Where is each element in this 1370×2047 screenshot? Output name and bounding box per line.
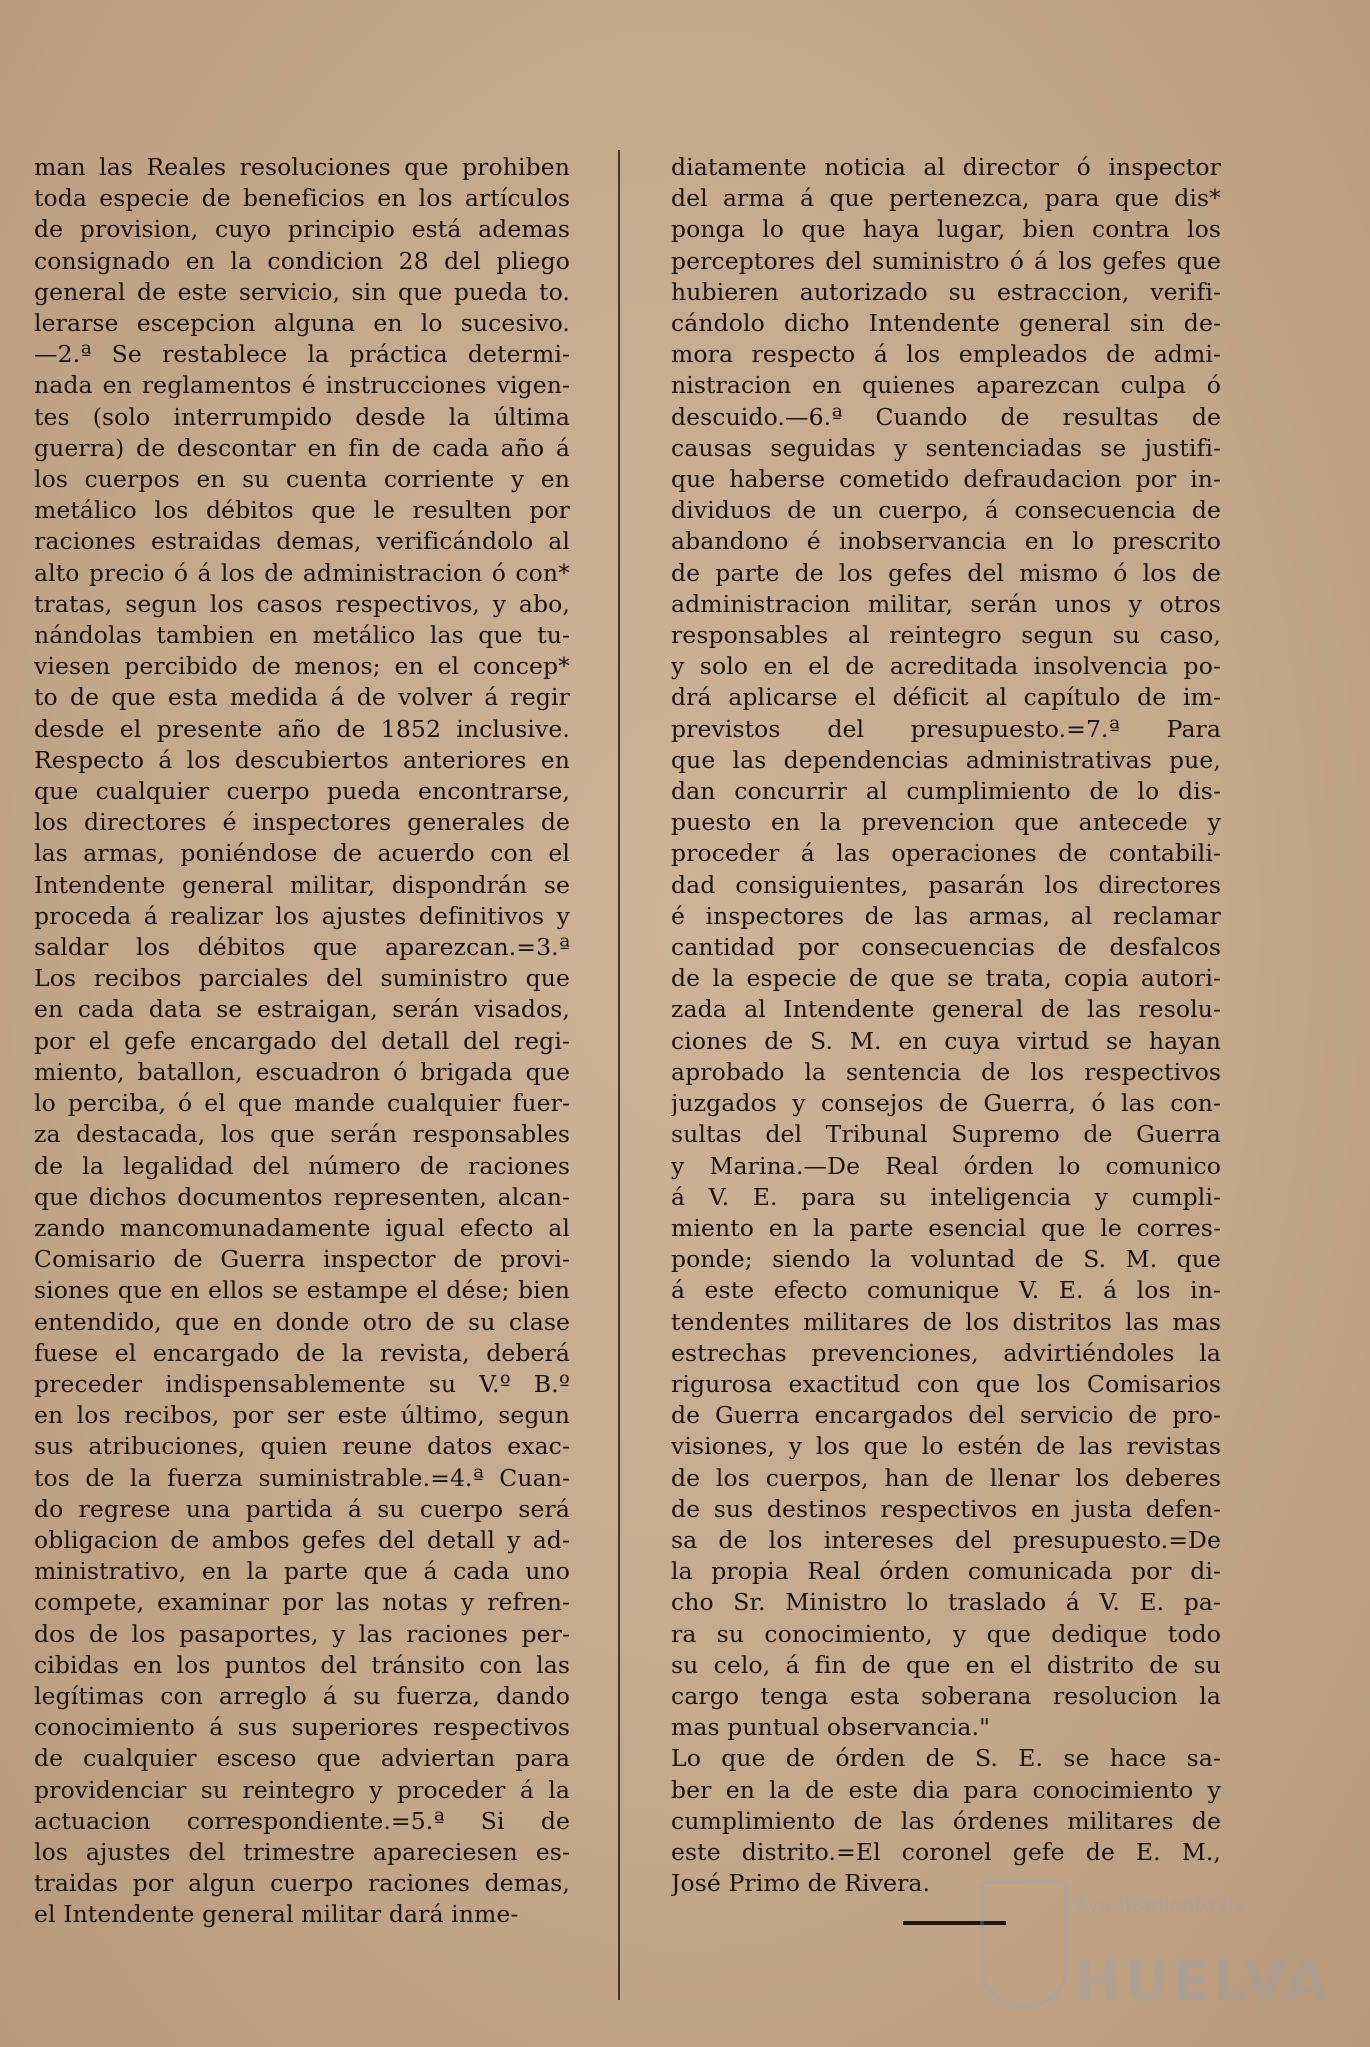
text-line: tendentes militares de los distritos las mas	[671, 1307, 1221, 1336]
text-line: preceder indispensablemente su V.º B.º	[34, 1369, 570, 1398]
text-line: y Marina.—De Real órden lo comunico	[671, 1151, 1221, 1180]
text-line: dad consiguientes, pasarán los directores	[671, 870, 1221, 899]
text-line: aprobado la sentencia de los respectivos	[671, 1057, 1221, 1086]
text-line: de la especie de que se trata, copia autori-	[671, 964, 1221, 993]
text-line: ra su conocimiento, y que dedique todo	[671, 1619, 1221, 1648]
text-line: providenciar su reintegro y proceder á la	[34, 1775, 570, 1804]
text-line: de Guerra encargados del servicio de pro-	[671, 1401, 1221, 1430]
text-line: y solo en el de acreditada insolvencia po-	[671, 652, 1221, 681]
text-line: ministrativo, en la parte que á cada uno	[34, 1557, 570, 1586]
text-line: proceda á realizar los ajustes definitivos y	[34, 901, 570, 930]
text-line: Intendente general militar, dispondrán se	[34, 870, 570, 899]
text-line: de parte de los gefes del mismo ó los de	[671, 558, 1221, 587]
text-line: actuacion correspondiente.=5.ª Si de	[34, 1806, 570, 1835]
text-line: viesen percibido de menos; en el concep*	[34, 652, 570, 681]
text-line: que dichos documentos representen, alcan-	[34, 1182, 570, 1211]
text-line: lerarse escepcion alguna en lo sucesivo.	[34, 309, 570, 338]
watermark-line2: HUELVA	[1075, 1950, 1332, 2013]
text-line: á este efecto comunique V. E. á los in-	[671, 1276, 1221, 1305]
text-line: su celo, á fin de que en el distrito de su	[671, 1650, 1221, 1679]
text-line: zando mancomunadamente igual efecto al	[34, 1213, 570, 1242]
shield-icon	[980, 1880, 1068, 2008]
text-line: nándolas tambien en metálico las que tu-	[34, 621, 570, 650]
text-line: José Primo de Rivera.	[671, 1869, 931, 1898]
text-line: miento, batallon, escuadron ó brigada que	[34, 1057, 570, 1086]
column-divider	[618, 150, 620, 2000]
text-line: miento en la parte esencial que le corres-	[671, 1213, 1221, 1242]
text-line: de sus destinos respectivos en justa defen-	[671, 1494, 1221, 1523]
text-line: cho Sr. Ministro lo traslado á V. E. pa-	[671, 1588, 1221, 1617]
text-line: que las dependencias administrativas pue,	[671, 745, 1221, 774]
text-line: las armas, poniéndose de acuerdo con el	[34, 839, 570, 868]
text-line: de los cuerpos, han de llenar los deberes	[671, 1463, 1221, 1492]
text-line: —2.ª Se restablece la práctica determi-	[34, 340, 570, 369]
text-line: dividuos de un cuerpo, á consecuencia de	[671, 496, 1221, 525]
text-line: guerra) de descontar en fin de cada año á	[34, 433, 570, 462]
text-line: en cada data se estraigan, serán visados,	[34, 995, 570, 1024]
text-line: mas puntual observancia."	[671, 1713, 990, 1742]
text-line: ber en la de este dia para conocimiento y	[671, 1775, 1221, 1804]
text-line: previstos del presupuesto.=7.ª Para	[671, 714, 1221, 743]
text-line: responsables al reintegro segun su caso,	[671, 621, 1221, 650]
text-line: cargo tenga esta soberana resolucion la	[671, 1681, 1221, 1710]
text-line: dos de los pasaportes, y las raciones per-	[34, 1619, 570, 1648]
text-line: diatamente noticia al director ó inspector	[671, 153, 1221, 181]
text-line: saldar los débitos que aparezcan.=3.ª	[34, 933, 570, 962]
text-line: cantidad por consecuencias de desfalcos	[671, 933, 1221, 962]
text-line: general de este servicio, sin que pueda to.	[34, 277, 570, 306]
text-line: descuido.—6.ª Cuando de resultas de	[671, 402, 1221, 431]
text-line: del arma á que pertenezca, para que dis*	[671, 184, 1221, 213]
text-line: drá aplicarse el déficit al capítulo de im-	[671, 683, 1221, 712]
text-line: puesto en la prevencion que antecede y	[671, 808, 1221, 837]
text-line: to de que esta medida á de volver á regir	[34, 683, 570, 712]
text-line: cándolo dicho Intendente general sin de-	[671, 309, 1221, 338]
text-line: siones que en ellos se estampe el dése; bien	[34, 1276, 570, 1305]
text-line: zada al Intendente general de las resolu-	[671, 995, 1221, 1024]
text-line: Respecto á los descubiertos anteriores en	[34, 745, 570, 774]
text-line: hubieren autorizado su estraccion, verifi-	[671, 277, 1221, 306]
text-line: ponde; siendo la voluntad de S. M. que	[671, 1245, 1221, 1274]
watermark-line1: Ayuntamiento de	[1075, 1892, 1247, 1916]
text-line: cumplimiento de las órdenes militares de	[671, 1806, 1221, 1835]
text-line: man las Reales resoluciones que prohiben	[34, 153, 570, 181]
text-line: causas seguidas y sentenciadas se justifi-	[671, 433, 1221, 462]
text-line: visiones, y los que lo estén de las revistas	[671, 1432, 1221, 1461]
text-line: traidas por algun cuerpo raciones demas,	[34, 1869, 570, 1898]
text-line: alto precio ó á los de administracion ó con*	[34, 558, 570, 587]
left-text-column	[34, 152, 570, 1931]
text-line: ponga lo que haya lugar, bien contra los	[671, 215, 1221, 244]
text-line: de cualquier esceso que adviertan para	[34, 1744, 570, 1773]
text-line: tratas, segun los casos respectivos, y abo,	[34, 589, 570, 618]
text-line: los directores é inspectores generales de	[34, 808, 570, 837]
text-line: lo perciba, ó el que mande cualquier fuer-	[34, 1089, 570, 1118]
text-line: conocimiento á sus superiores respectivos	[34, 1713, 570, 1742]
text-line: los cuerpos en su cuenta corriente y en	[34, 465, 570, 494]
text-line: nistracion en quienes aparezcan culpa ó	[671, 371, 1221, 400]
text-line: legítimas con arreglo á su fuerza, dando	[34, 1681, 570, 1710]
text-line: en los recibos, por ser este último, segun	[34, 1401, 570, 1430]
text-line: raciones estraidas demas, verificándolo al	[34, 527, 570, 556]
text-line: que cualquier cuerpo pueda encontrarse,	[34, 777, 570, 806]
text-line: desde el presente año de 1852 inclusive.	[34, 714, 570, 743]
text-line: de provision, cuyo principio está ademas	[34, 215, 570, 244]
text-line: za destacada, los que serán responsables	[34, 1120, 570, 1149]
text-line: Comisario de Guerra inspector de provi-	[34, 1245, 570, 1274]
text-line: que haberse cometido defraudacion por in-	[671, 465, 1221, 494]
text-line: toda especie de beneficios en los artículos	[34, 184, 570, 213]
text-line: proceder á las operaciones de contabili-	[671, 839, 1221, 868]
text-line: dan concurrir al cumplimiento de lo dis-	[671, 777, 1221, 806]
text-line: do regrese una partida á su cuerpo será	[34, 1494, 570, 1523]
text-line: perceptores del suministro ó á los gefes que	[671, 246, 1221, 275]
text-line: tos de la fuerza suministrable.=4.ª Cuan-	[34, 1463, 570, 1492]
text-line: de la legalidad del número de raciones	[34, 1151, 570, 1180]
text-line: Lo que de órden de S. E. se hace sa-	[671, 1744, 1221, 1773]
text-line: mora respecto á los empleados de admi-	[671, 340, 1221, 369]
text-line: estrechas prevenciones, advirtiéndoles la	[671, 1338, 1221, 1367]
text-line: por el gefe encargado del detall del regi-	[34, 1026, 570, 1055]
text-line: sultas del Tribunal Supremo de Guerra	[671, 1120, 1221, 1149]
text-line: compete, examinar por las notas y refren-	[34, 1588, 570, 1617]
text-line: fuese el encargado de la revista, deberá	[34, 1338, 570, 1367]
watermark-logo	[980, 1880, 1332, 2030]
text-line: obligacion de ambos gefes del detall y ad-	[34, 1525, 570, 1554]
text-line: cibidas en los puntos del tránsito con las	[34, 1650, 570, 1679]
text-line: entendido, que en donde otro de su clase	[34, 1307, 570, 1336]
text-line: é inspectores de las armas, al reclamar	[671, 901, 1221, 930]
text-line: metálico los débitos que le resulten por	[34, 496, 570, 525]
text-line: abandono é inobservancia en lo prescrito	[671, 527, 1221, 556]
text-line: administracion militar, serán unos y otros	[671, 589, 1221, 618]
right-text-column	[671, 152, 1221, 1899]
text-line: sus atribuciones, quien reune datos exac-	[34, 1432, 570, 1461]
text-line: este distrito.=El coronel gefe de E. M.,	[671, 1837, 1221, 1866]
text-line: á V. E. para su inteligencia y cumpli-	[671, 1182, 1221, 1211]
text-line: tes (solo interrumpido desde la última	[34, 402, 570, 431]
text-line: sa de los intereses del presupuesto.=De	[671, 1525, 1221, 1554]
text-line: nada en reglamentos é instrucciones vigen-	[34, 371, 570, 400]
text-line: la propia Real órden comunicada por di-	[671, 1557, 1221, 1586]
text-line: Los recibos parciales del suministro que	[34, 964, 570, 993]
text-line: ciones de S. M. en cuya virtud se hayan	[671, 1026, 1221, 1055]
text-line: rigurosa exactitud con que los Comisarios	[671, 1369, 1221, 1398]
text-line: el Intendente general militar dará inme-	[34, 1900, 519, 1929]
text-line: los ajustes del trimestre apareciesen es-	[34, 1837, 570, 1866]
text-line: juzgados y consejos de Guerra, ó las con-	[671, 1089, 1221, 1118]
text-line: consignado en la condicion 28 del pliego	[34, 246, 570, 275]
